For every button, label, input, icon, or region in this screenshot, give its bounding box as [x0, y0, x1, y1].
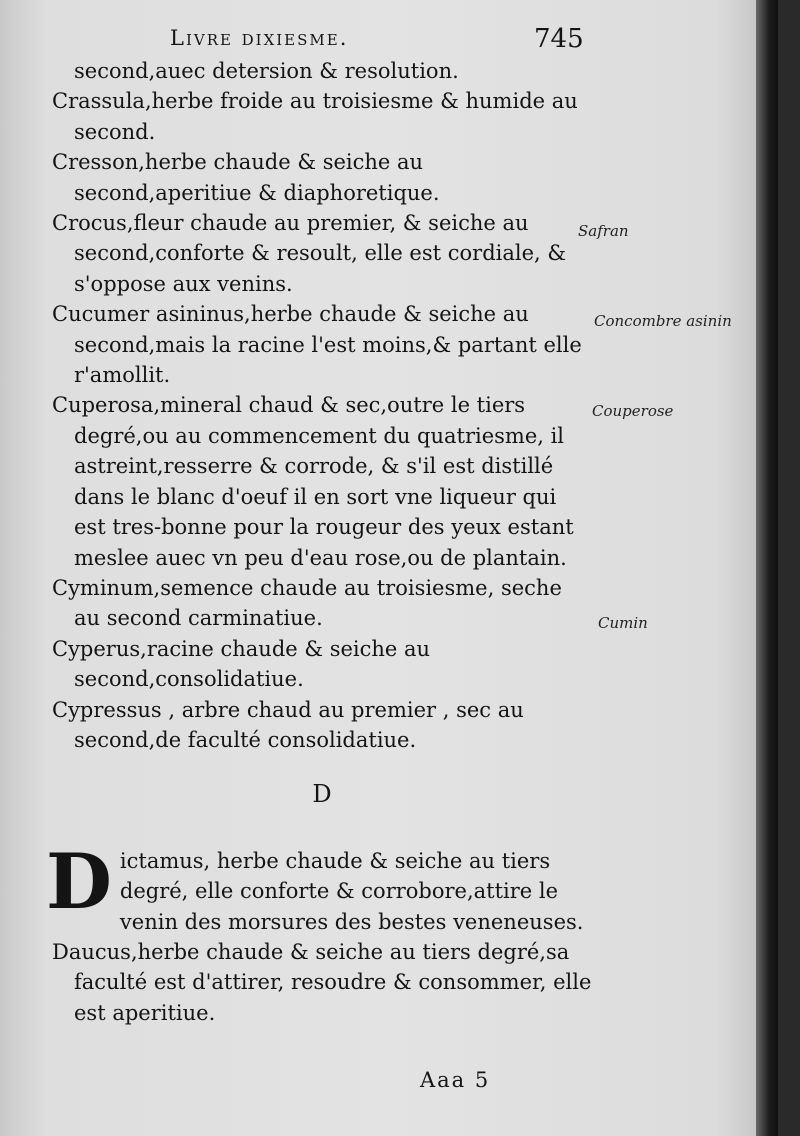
entry-cuperosa: Cuperosa,mineral chaud & sec,outre le tiers degré,ou au commencement du quatriesme, il astreint,resserre & corrode, & s'il est distillé dans le blanc d'oeuf il en sort vne liqueur qui est tres-bonne pour la rougeur des yeux estant meslee auec vn peu d'eau rose,ou de plantain. — [52, 393, 574, 570]
text-body — [46, 56, 592, 1028]
entry-cypressus: Cypressus , arbre chaud au premier , sec au second,de faculté consolidatiue. — [52, 697, 524, 752]
entry-daucus: Daucus,herbe chaude & seiche au tiers degré,sa faculté est d'attirer, resoudre & consommer, elle est aperitiue. — [52, 939, 592, 1025]
margin-note-concombre: Concombre asinin — [594, 312, 732, 330]
margin-note-safran: Safran — [578, 222, 629, 240]
entry-cresson: Cresson,herbe chaude & seiche au second,aperitiue & diaphoretique. — [52, 150, 440, 205]
entry-dictamus — [46, 836, 592, 937]
signature-mark: Aaa 5 — [420, 1068, 491, 1092]
entry-dictamus-text: ictamus, herbe chaude & seiche au tiers degré, elle conforte & corrobore,attire le venin des morsures des bestes veneneuses. — [119, 848, 584, 934]
running-title: Livre dixiesme. — [170, 26, 349, 50]
margin-note-cumin: Cumin — [598, 614, 648, 632]
entry-crassula: Crassula,herbe froide au troisiesme & humide au second. — [52, 89, 578, 144]
drop-capital: D — [46, 836, 112, 926]
entry-cyminum: Cyminum,semence chaude au troisiesme, seche au second carminatiue. — [52, 575, 562, 631]
entry-continuation: second,auec detersion & resolution. — [74, 59, 459, 83]
margin-note-couperose: Couperose — [592, 402, 674, 420]
entry-cucumer: Cucumer asininus,herbe chaude & seiche au second,mais la racine l'est moins,& partant elle r'amollit. — [52, 302, 582, 388]
section-heading-d: D — [312, 780, 332, 809]
page-number: 745 — [534, 24, 584, 54]
entry-cyperus: Cyperus,racine chaude & seiche au second,consolidatiue. — [52, 636, 431, 692]
book-spine — [756, 0, 778, 1136]
entry-crocus: Crocus,fleur chaude au premier, & seiche au second,conforte & resoult, elle est cordiale, & s'oppose aux venins. — [52, 211, 567, 296]
